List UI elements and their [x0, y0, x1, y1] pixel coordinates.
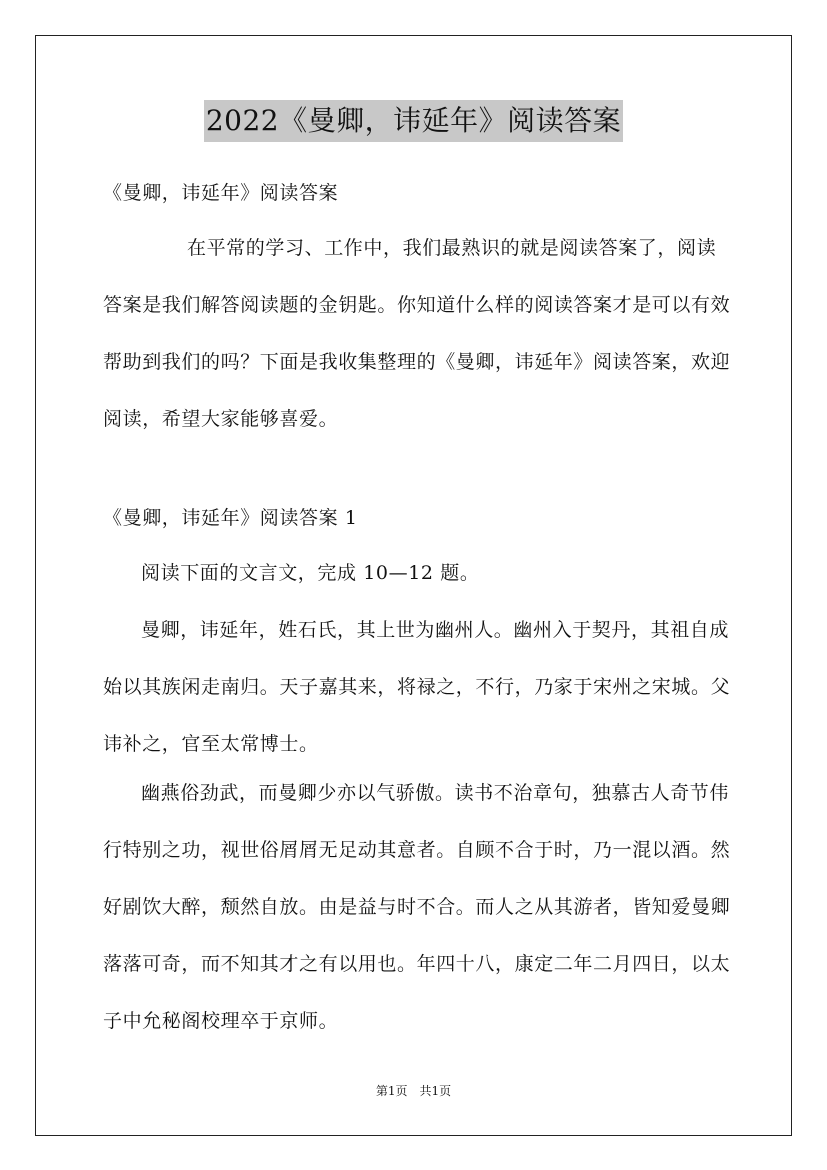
instruction-paragraph: 阅读下面的文言文，完成 10—12 题。 — [141, 562, 480, 584]
body-paragraph-1: 曼卿，讳延年，姓石氏，其上世为幽州人。幽州入于契丹，其祖自成始以其族闲走南归。天子嘉其来，将禄之，不行，乃家于宋州之宋城。父讳补之，官至太常博士。 — [103, 619, 731, 755]
page-footer: 第1页 共1页 — [375, 1084, 452, 1098]
section-heading: 《曼卿，讳延年》阅读答案 1 — [103, 507, 358, 529]
title-container — [0, 100, 827, 142]
document-title: 2022《曼卿，讳延年》阅读答案 — [204, 100, 623, 142]
document-subtitle: 《曼卿，讳延年》阅读答案 — [103, 182, 339, 204]
intro-paragraph: 在平常的学习、工作中，我们最熟识的就是阅读答案了，阅读答案是我们解答阅读题的金钥匙。你知道什么样的阅读答案才是可以有效帮助到我们的吗？下面是我收集整理的《曼卿，讳延年》阅读答案，欢迎阅读，希望大家能够喜爱。 — [103, 237, 731, 430]
body-paragraph-2: 幽燕俗劲武，而曼卿少亦以气骄傲。读书不治章句，独慕古人奇节伟行特别之功，视世俗屑屑无足动其意者。自顾不合于时，乃一混以酒。然好剧饮大醉，颓然自放。由是益与时不合。而人之从其游者，皆知爱曼卿落落可奇，而不知其才之有以用也。年四十八，康定二年二月四日，以太子中允秘阁校理卒于京师。 — [103, 782, 731, 1032]
